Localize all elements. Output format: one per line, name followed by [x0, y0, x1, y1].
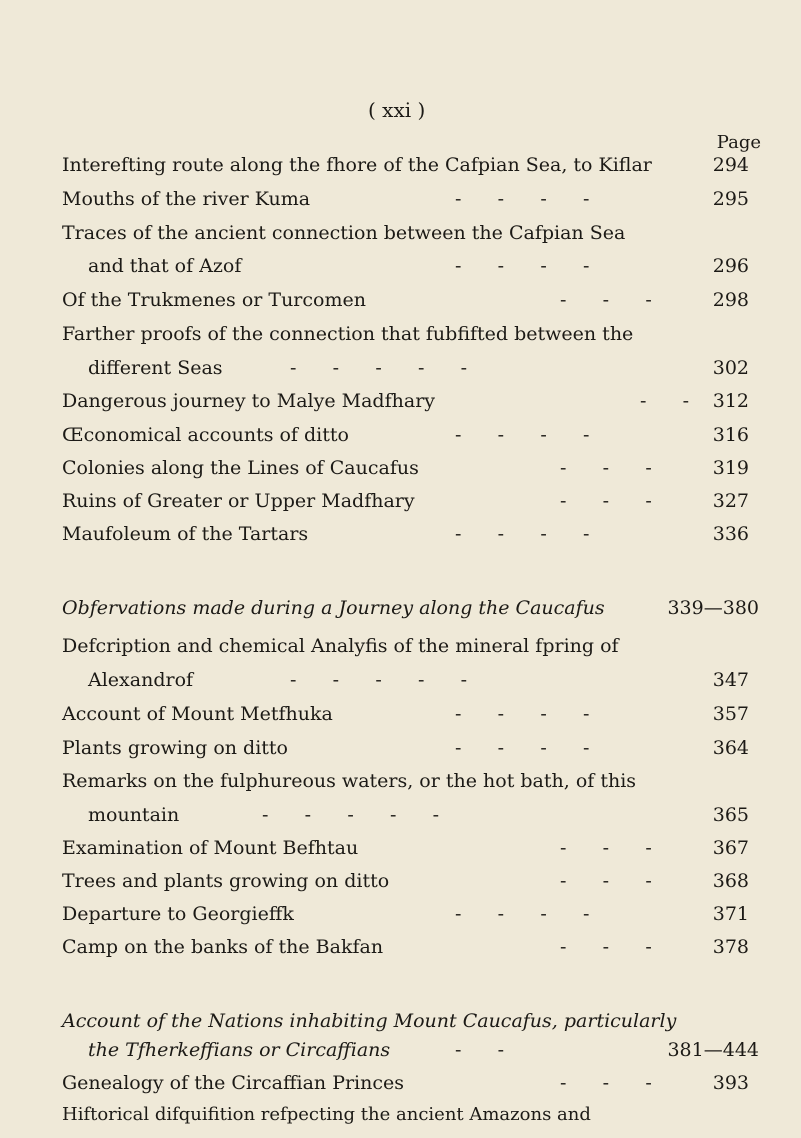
section-page-range: 339—380	[667, 597, 759, 619]
toc-entry-page: 365	[712, 804, 749, 826]
toc-entry-continuation: and that of Azof	[88, 255, 242, 277]
toc-entry-page: 296	[712, 255, 749, 277]
toc-entry-page: 316	[712, 424, 749, 446]
leader-dashes: - - - - -	[290, 357, 468, 379]
toc-entry-page: 336	[712, 523, 749, 545]
toc-entry-text: Maufoleum of the Tartars	[62, 523, 309, 545]
toc-entry-text: Examination of Mount Befhtau	[62, 837, 359, 859]
leader-dashes: - - - -	[455, 703, 590, 725]
toc-entry-text: Departure to Georgieffk	[62, 903, 294, 925]
toc-entry-text: Ruins of Greater or Upper Madfhary	[62, 490, 415, 512]
toc-entry-page: 347	[712, 669, 749, 691]
toc-entry-text: Traces of the ancient connection between the Cafpian Sea	[62, 222, 626, 244]
page-column-label: Page	[716, 132, 761, 153]
leader-dashes: - - -	[560, 837, 652, 859]
toc-entry-text: Dangerous journey to Malye Madfhary	[62, 390, 436, 412]
toc-entry-text: Trees and plants growing on ditto	[62, 870, 390, 892]
toc-entry-continuation: Alexandrof	[88, 669, 194, 691]
toc-entry-text: Plants growing on ditto	[62, 737, 288, 759]
leader-dashes: - - - -	[455, 737, 590, 759]
toc-entry-text: Account of Mount Metfhuka	[62, 703, 333, 725]
leader-dashes: - - - -	[455, 523, 590, 545]
toc-entry-text: Of the Trukmenes or Turcomen	[62, 289, 366, 311]
toc-entry-text: Genealogy of the Circaffian Princes	[62, 1072, 405, 1094]
leader-dashes: - - -	[560, 936, 652, 958]
toc-entry-page: 298	[712, 289, 749, 311]
toc-entry-page: 302	[712, 357, 749, 379]
toc-entry-text: Interefting route along the fhore of the Cafpian Sea, to Kiflar	[62, 154, 652, 176]
toc-entry-page: 371	[712, 903, 749, 925]
leader-dashes: - - -	[560, 870, 652, 892]
leader-dashes: - - - -	[455, 255, 590, 277]
toc-entry-page: 364	[712, 737, 749, 759]
section-page-range: 381—444	[667, 1039, 759, 1061]
toc-entry-text: Camp on the banks of the Bakfan	[62, 936, 384, 958]
leader-dashes: - -	[640, 390, 690, 412]
toc-entry-page: 327	[712, 490, 749, 512]
toc-entry-text: Hiftorical difquifition refpecting the ancient Amazons and	[62, 1104, 591, 1125]
leader-dashes: - -	[455, 1039, 505, 1061]
leader-dashes: - - -	[560, 1072, 652, 1094]
toc-entry-continuation: different Seas	[88, 357, 223, 379]
section-heading-continuation: the Tfherkeffians or Circaffians	[88, 1039, 391, 1061]
toc-entry-text: Œconomical accounts of ditto	[62, 424, 349, 446]
toc-entry-text: Colonies along the Lines of Caucafus	[62, 457, 419, 479]
section-heading: Account of the Nations inhabiting Mount Caucafus, particularly	[62, 1010, 677, 1032]
toc-entry-continuation: mountain	[88, 804, 180, 826]
toc-entry-text: Defcription and chemical Analyfis of the mineral fpring of	[62, 635, 619, 657]
toc-entry-page: 393	[712, 1072, 749, 1094]
section-heading: Obfervations made during a Journey along the Caucafus	[62, 597, 605, 619]
leader-dashes: - - -	[560, 289, 652, 311]
toc-entry-page: 312	[712, 390, 749, 412]
toc-entry-page: 357	[712, 703, 749, 725]
toc-entry-page: 294	[712, 154, 749, 176]
leader-dashes: - - -	[560, 457, 652, 479]
leader-dashes: - - -	[560, 490, 652, 512]
leader-dashes: - - - -	[455, 903, 590, 925]
leader-dashes: - - - -	[455, 188, 590, 210]
folio: ( xxi )	[368, 98, 426, 122]
toc-entry-page: 319	[712, 457, 749, 479]
toc-entry-page: 295	[712, 188, 749, 210]
toc-entry-text: Mouths of the river Kuma	[62, 188, 311, 210]
toc-entry-page: 368	[712, 870, 749, 892]
toc-entry-text: Farther proofs of the connection that fubfifted between the	[62, 323, 634, 345]
toc-entry-page: 367	[712, 837, 749, 859]
leader-dashes: - - - -	[455, 424, 590, 446]
leader-dashes: - - - - -	[290, 669, 468, 691]
catchword	[679, 1116, 749, 1138]
leader-dashes: - - - - -	[262, 804, 440, 826]
toc-entry-page: 378	[712, 936, 749, 958]
toc-entry-text: Remarks on the fulphureous waters, or the hot bath, of this	[62, 770, 637, 792]
